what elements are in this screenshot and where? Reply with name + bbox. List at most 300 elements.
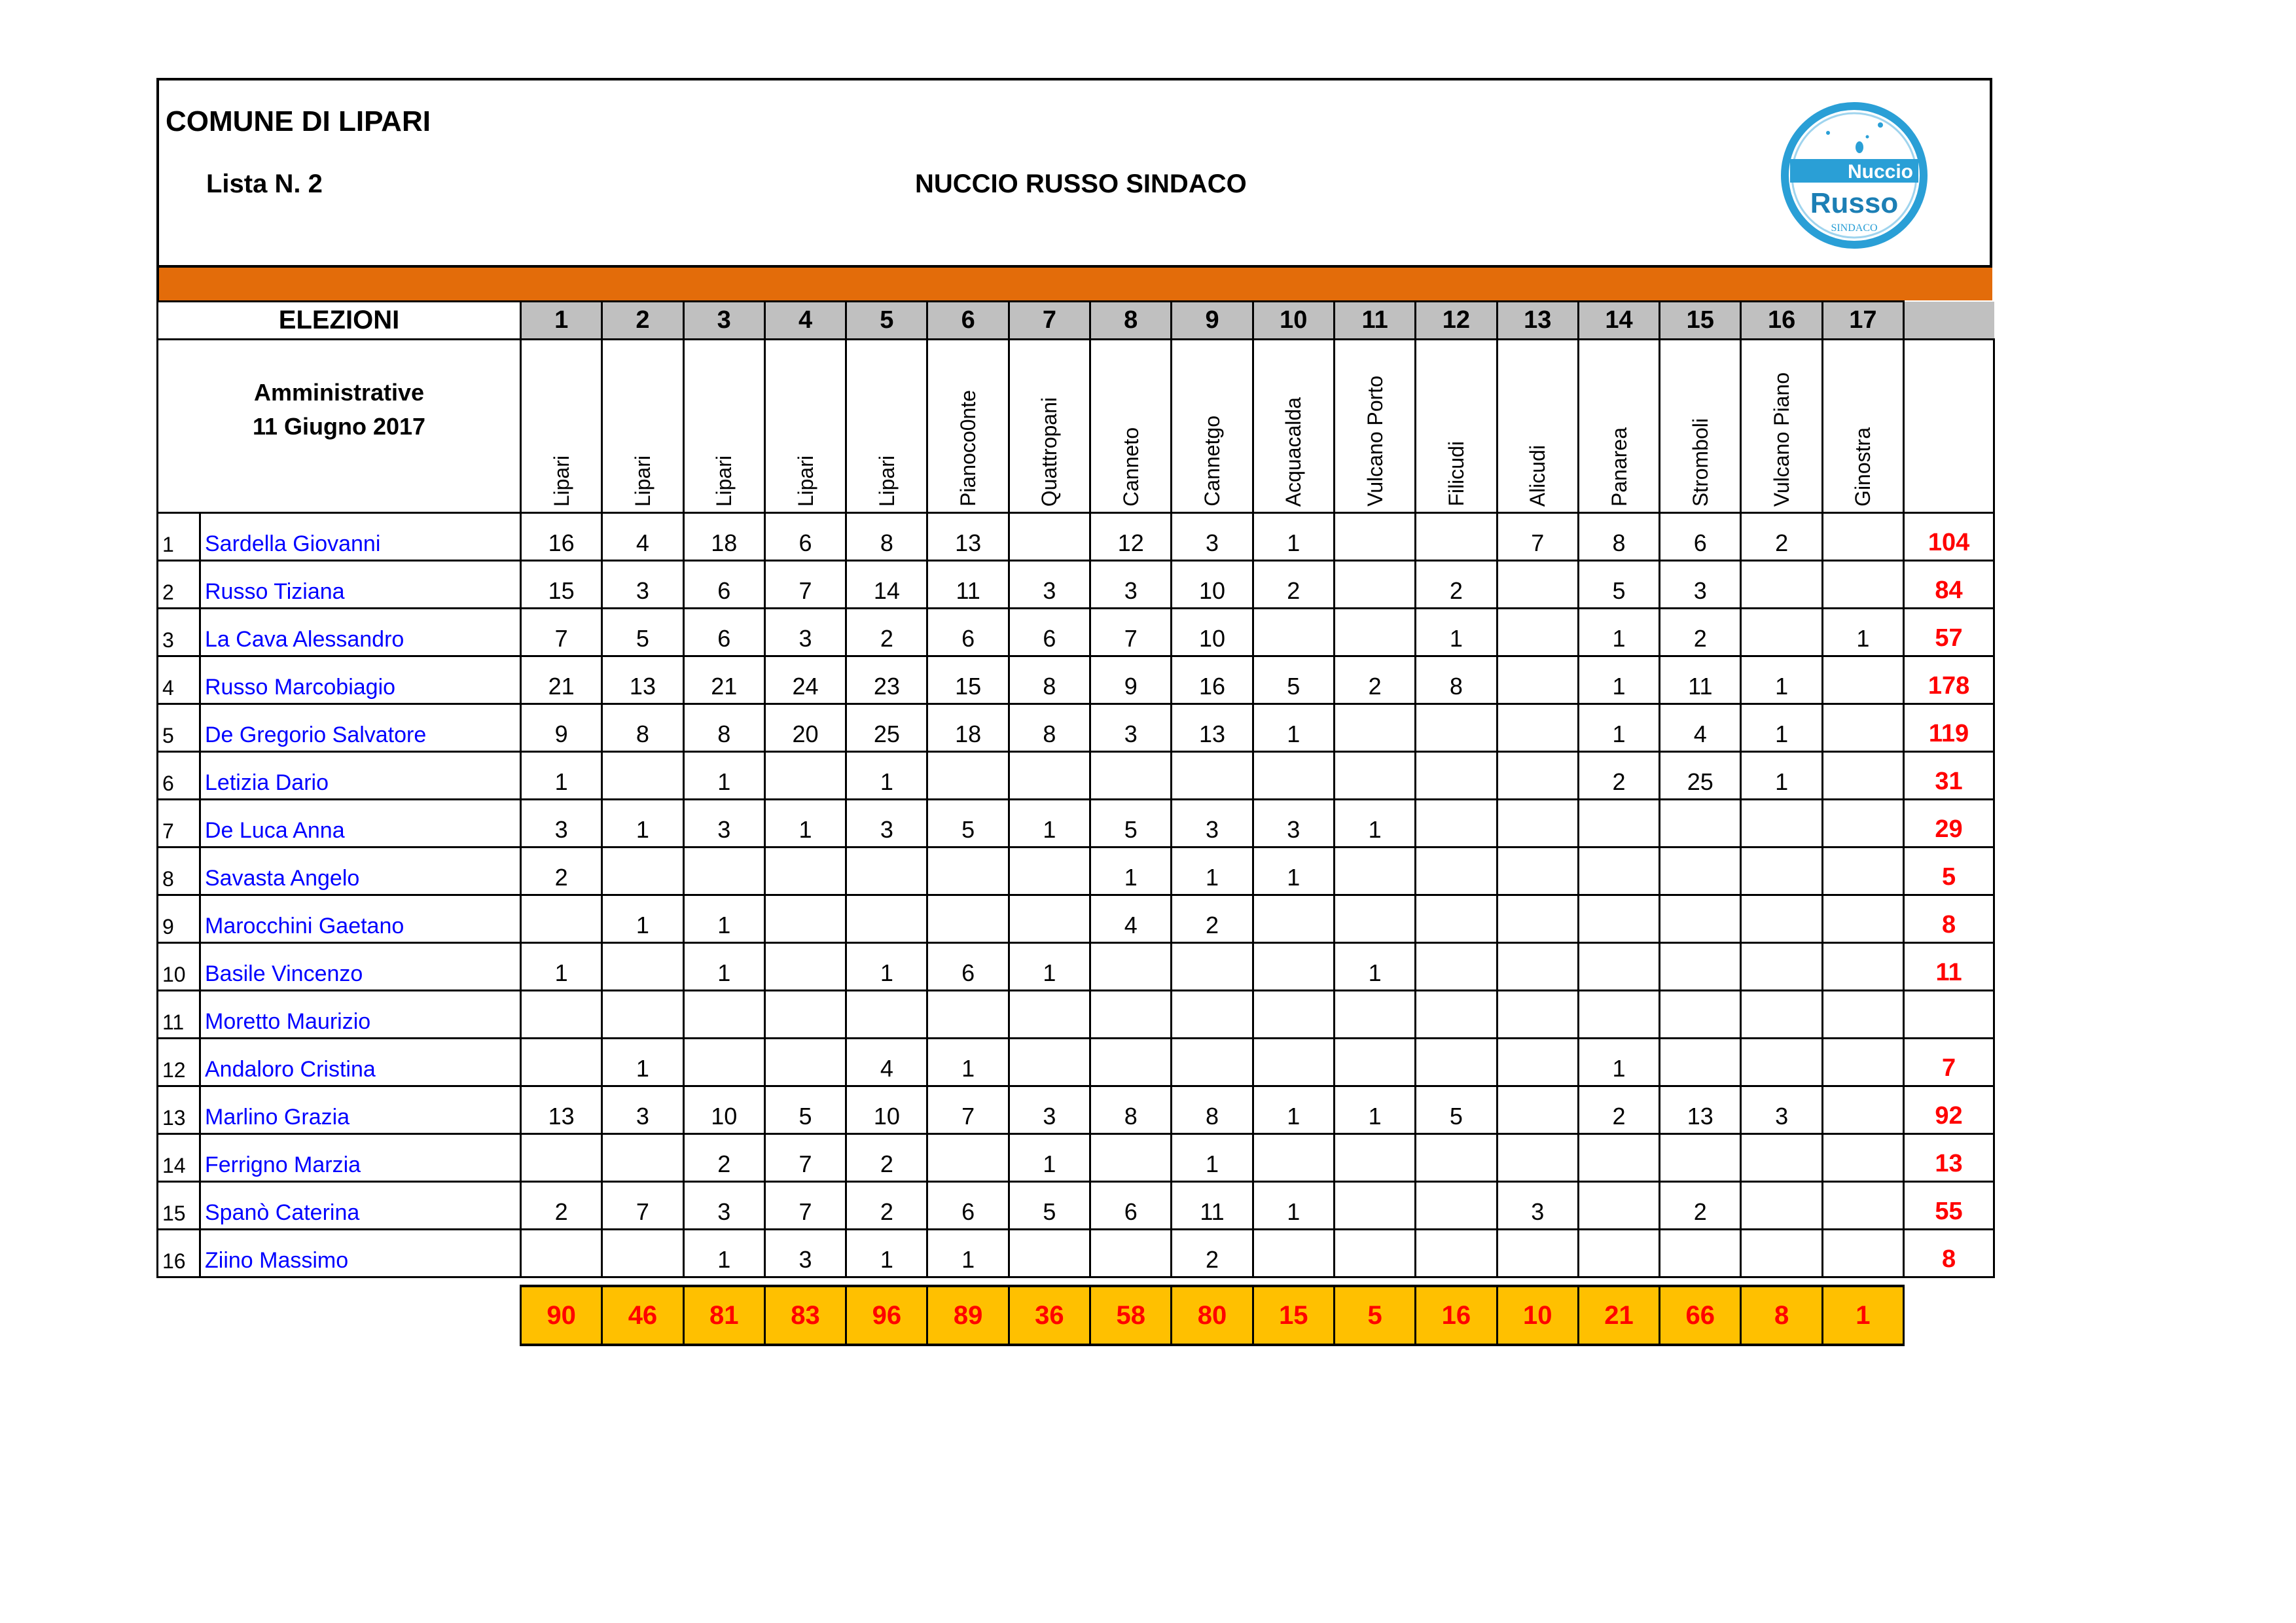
- vote-cell: [1741, 1134, 1822, 1182]
- candidate-name: Ferrigno Marzia: [200, 1134, 521, 1182]
- vote-cell: 3: [602, 561, 683, 609]
- table-row: [158, 943, 1994, 991]
- vote-cell: [602, 943, 683, 991]
- vote-cell: 8: [602, 704, 683, 752]
- section-place-box: [1660, 347, 1740, 512]
- vote-cell: [1578, 1182, 1659, 1230]
- candidate-name: De Luca Anna: [200, 800, 521, 847]
- svg-text:SINDACO: SINDACO: [1831, 223, 1878, 234]
- section-place: [1578, 340, 1659, 513]
- candidate-index: 11: [158, 991, 200, 1039]
- candidate-name: Andaloro Cristina: [200, 1039, 521, 1086]
- vote-cell: [1334, 1230, 1415, 1277]
- vote-cell: 10: [1172, 561, 1253, 609]
- section-place-box: [847, 347, 926, 512]
- section-total: 96: [846, 1286, 927, 1345]
- vote-cell: 13: [521, 1086, 602, 1134]
- vote-cell: 13: [1660, 1086, 1741, 1134]
- vote-cell: [1497, 561, 1578, 609]
- section-place-box: [1254, 347, 1333, 512]
- vote-cell: [521, 1230, 602, 1277]
- vote-cell: [1497, 656, 1578, 704]
- candidate-index: 8: [158, 847, 200, 895]
- vote-cell: [1009, 1230, 1090, 1277]
- section-total: 15: [1253, 1286, 1334, 1345]
- section-number: 3: [683, 302, 764, 340]
- candidate-name: Moretto Maurizio: [200, 991, 521, 1039]
- vote-cell: 1: [1578, 1039, 1659, 1086]
- vote-cell: [1660, 1230, 1741, 1277]
- section-place: [602, 340, 683, 513]
- candidate-index: 15: [158, 1182, 200, 1230]
- candidate-name: Letizia Dario: [200, 752, 521, 800]
- vote-cell: 3: [521, 800, 602, 847]
- vote-cell: 2: [846, 609, 927, 656]
- section-place-label: Acquacalda: [1282, 397, 1306, 507]
- vote-cell: [1822, 1182, 1903, 1230]
- vote-cell: [1253, 752, 1334, 800]
- list-number: Lista N. 2: [206, 169, 323, 198]
- candidate-name: Marlino Grazia: [200, 1086, 521, 1134]
- vote-cell: [1416, 800, 1497, 847]
- vote-cell: [1660, 991, 1741, 1039]
- section-number: 6: [927, 302, 1009, 340]
- vote-cell: 18: [683, 513, 764, 561]
- vote-cell: 15: [927, 656, 1009, 704]
- vote-cell: 3: [764, 1230, 846, 1277]
- vote-cell: 1: [846, 752, 927, 800]
- vote-cell: 1: [683, 895, 764, 943]
- vote-cell: [1334, 991, 1415, 1039]
- table-row: [158, 800, 1994, 847]
- vote-cell: [1090, 991, 1172, 1039]
- vote-cell: 1: [764, 800, 846, 847]
- section-place-label: Stromboli: [1688, 418, 1712, 507]
- vote-cell: [1172, 943, 1253, 991]
- vote-cell: 8: [846, 513, 927, 561]
- vote-cell: [1416, 943, 1497, 991]
- vote-cell: 2: [1172, 895, 1253, 943]
- table-row: [158, 847, 1994, 895]
- vote-cell: [927, 1134, 1009, 1182]
- vote-cell: [1497, 943, 1578, 991]
- section-total: 5: [1334, 1286, 1415, 1345]
- section-place: [1741, 340, 1822, 513]
- municipality-title: COMUNE DI LIPARI: [166, 105, 431, 137]
- vote-cell: [1334, 895, 1415, 943]
- vote-cell: 3: [846, 800, 927, 847]
- vote-cell: 4: [1090, 895, 1172, 943]
- vote-cell: 5: [1009, 1182, 1090, 1230]
- section-place-box: [1742, 347, 1821, 512]
- election-info: [158, 340, 521, 513]
- vote-cell: [1090, 752, 1172, 800]
- vote-cell: [1741, 800, 1822, 847]
- section-place-box: [1010, 347, 1089, 512]
- vote-cell: 2: [1334, 656, 1415, 704]
- candidate-index: 13: [158, 1086, 200, 1134]
- votes-table: [156, 300, 1995, 1278]
- vote-cell: [1497, 991, 1578, 1039]
- vote-cell: [846, 847, 927, 895]
- vote-cell: 1: [1741, 752, 1822, 800]
- section-total: 8: [1741, 1286, 1822, 1345]
- section-number: 14: [1578, 302, 1659, 340]
- vote-cell: 10: [1172, 609, 1253, 656]
- vote-cell: 6: [927, 609, 1009, 656]
- total-header-blank: [1904, 340, 1994, 513]
- section-number: 7: [1009, 302, 1090, 340]
- candidate-index: 3: [158, 609, 200, 656]
- vote-cell: 1: [927, 1230, 1009, 1277]
- table-row: [158, 1086, 1994, 1134]
- vote-cell: [1660, 847, 1741, 895]
- vote-cell: [1416, 752, 1497, 800]
- vote-cell: [1497, 1086, 1578, 1134]
- vote-cell: [521, 1039, 602, 1086]
- candidate-name: Basile Vincenzo: [200, 943, 521, 991]
- candidate-total: [1904, 991, 1994, 1039]
- section-place-label: Lipari: [630, 455, 655, 507]
- vote-cell: [846, 991, 927, 1039]
- vote-cell: 2: [1741, 513, 1822, 561]
- vote-cell: 1: [602, 800, 683, 847]
- section-number: 13: [1497, 302, 1578, 340]
- vote-cell: 7: [764, 1134, 846, 1182]
- section-place-box: [685, 347, 764, 512]
- vote-cell: 5: [764, 1086, 846, 1134]
- vote-cell: [602, 1134, 683, 1182]
- section-total: 81: [683, 1286, 764, 1345]
- vote-cell: 11: [927, 561, 1009, 609]
- vote-cell: 1: [1578, 656, 1659, 704]
- vote-cell: [1334, 1182, 1415, 1230]
- vote-cell: [1334, 1134, 1415, 1182]
- vote-cell: [1822, 513, 1903, 561]
- section-number: 15: [1660, 302, 1741, 340]
- election-date: 11 Giugno 2017: [252, 413, 426, 440]
- vote-cell: 1: [1090, 847, 1172, 895]
- vote-cell: 4: [602, 513, 683, 561]
- vote-cell: [927, 752, 1009, 800]
- vote-cell: 2: [1172, 1230, 1253, 1277]
- vote-cell: 25: [846, 704, 927, 752]
- vote-cell: [1822, 1039, 1903, 1086]
- candidate-total: 92: [1904, 1086, 1994, 1134]
- candidate-total: 104: [1904, 513, 1994, 561]
- vote-cell: 6: [683, 561, 764, 609]
- vote-cell: 23: [846, 656, 927, 704]
- vote-cell: 15: [521, 561, 602, 609]
- vote-cell: 1: [846, 1230, 927, 1277]
- candidate-total: 5: [1904, 847, 1994, 895]
- candidate-name: Ziino Massimo: [200, 1230, 521, 1277]
- section-number: 17: [1822, 302, 1903, 340]
- candidate-index: 6: [158, 752, 200, 800]
- vote-cell: 1: [1334, 943, 1415, 991]
- vote-cell: [1822, 1086, 1903, 1134]
- vote-cell: [1416, 1182, 1497, 1230]
- vote-cell: 3: [683, 1182, 764, 1230]
- section-number: 4: [764, 302, 846, 340]
- vote-cell: [1497, 1134, 1578, 1182]
- vote-cell: [1660, 800, 1741, 847]
- vote-cell: 21: [521, 656, 602, 704]
- section-total: 90: [521, 1286, 602, 1345]
- vote-cell: 6: [1090, 1182, 1172, 1230]
- vote-cell: 2: [1416, 561, 1497, 609]
- vote-cell: [1172, 1039, 1253, 1086]
- vote-cell: 3: [1741, 1086, 1822, 1134]
- vote-cell: [1009, 1039, 1090, 1086]
- vote-cell: 3: [683, 800, 764, 847]
- vote-cell: 7: [764, 561, 846, 609]
- vote-cell: [1497, 1230, 1578, 1277]
- vote-cell: [1009, 752, 1090, 800]
- vote-cell: [1334, 513, 1415, 561]
- vote-cell: 3: [1090, 561, 1172, 609]
- vote-cell: 8: [1090, 1086, 1172, 1134]
- vote-cell: 1: [1253, 513, 1334, 561]
- section-number: 5: [846, 302, 927, 340]
- vote-cell: [764, 991, 846, 1039]
- vote-cell: [1741, 943, 1822, 991]
- candidate-index: 9: [158, 895, 200, 943]
- vote-cell: 1: [602, 1039, 683, 1086]
- spacer: [158, 444, 520, 476]
- section-number: 1: [521, 302, 602, 340]
- candidate-index: 5: [158, 704, 200, 752]
- vote-cell: 6: [764, 513, 846, 561]
- section-place-box: [766, 347, 845, 512]
- vote-cell: 1: [1253, 704, 1334, 752]
- vote-cell: 3: [1090, 704, 1172, 752]
- table-row: [158, 656, 1994, 704]
- svg-text:Russo: Russo: [1810, 187, 1899, 219]
- vote-cell: [1822, 656, 1903, 704]
- section-place-label: Panarea: [1607, 427, 1631, 507]
- vote-cell: 2: [1578, 1086, 1659, 1134]
- vote-cell: 21: [683, 656, 764, 704]
- section-place: [1172, 340, 1253, 513]
- vote-cell: 5: [1416, 1086, 1497, 1134]
- vote-cell: 13: [602, 656, 683, 704]
- vote-cell: 5: [1578, 561, 1659, 609]
- vote-cell: 6: [683, 609, 764, 656]
- section-place-box: [1416, 347, 1496, 512]
- elezioni-label: ELEZIONI: [158, 302, 521, 340]
- vote-cell: 1: [1253, 1182, 1334, 1230]
- section-number: 2: [602, 302, 683, 340]
- vote-cell: 25: [1660, 752, 1741, 800]
- section-place-box: [1091, 347, 1170, 512]
- vote-cell: [1416, 1230, 1497, 1277]
- vote-cell: [602, 1230, 683, 1277]
- vote-cell: 4: [1660, 704, 1741, 752]
- section-number: 10: [1253, 302, 1334, 340]
- vote-cell: [1416, 704, 1497, 752]
- vote-cell: 1: [1009, 800, 1090, 847]
- section-place-label: Pianoco0nte: [956, 390, 980, 507]
- table-row: [158, 561, 1994, 609]
- vote-cell: [1334, 704, 1415, 752]
- vote-cell: [1253, 991, 1334, 1039]
- table-row: [158, 1182, 1994, 1230]
- section-place-label: Vulcano Piano: [1770, 372, 1794, 507]
- vote-cell: 3: [602, 1086, 683, 1134]
- section-total: 58: [1090, 1286, 1172, 1345]
- vote-cell: [1090, 943, 1172, 991]
- vote-cell: [1741, 895, 1822, 943]
- vote-cell: [1660, 943, 1741, 991]
- section-total: 80: [1172, 1286, 1253, 1345]
- vote-cell: 1: [1416, 609, 1497, 656]
- vote-cell: [1009, 991, 1090, 1039]
- candidate-total: 119: [1904, 704, 1994, 752]
- vote-cell: 8: [683, 704, 764, 752]
- vote-cell: [521, 991, 602, 1039]
- vote-cell: 3: [1253, 800, 1334, 847]
- vote-cell: 5: [1253, 656, 1334, 704]
- table-row: [158, 1039, 1994, 1086]
- vote-cell: 5: [1090, 800, 1172, 847]
- section-total: 46: [602, 1286, 683, 1345]
- candidate-total: 8: [1904, 1230, 1994, 1277]
- vote-cell: 1: [1009, 1134, 1090, 1182]
- vote-cell: 2: [683, 1134, 764, 1182]
- vote-cell: [521, 1134, 602, 1182]
- section-place-box: [1172, 347, 1251, 512]
- vote-cell: [1334, 847, 1415, 895]
- vote-cell: 1: [1822, 609, 1903, 656]
- section-place-label: Canneto: [1119, 427, 1143, 507]
- section-place-label: Lipari: [874, 455, 899, 507]
- vote-cell: [1416, 513, 1497, 561]
- vote-cell: [1253, 1134, 1334, 1182]
- vote-cell: 1: [1741, 704, 1822, 752]
- vote-cell: [1253, 1039, 1334, 1086]
- vote-cell: [1009, 513, 1090, 561]
- vote-cell: 3: [1172, 513, 1253, 561]
- vote-cell: 2: [1660, 609, 1741, 656]
- nuccio-russo-logo: [1776, 100, 1933, 251]
- vote-cell: [1416, 991, 1497, 1039]
- vote-cell: 7: [521, 609, 602, 656]
- candidate-index: 16: [158, 1230, 200, 1277]
- orange-band: [156, 265, 1992, 300]
- section-place-label: Alicudi: [1526, 444, 1550, 507]
- vote-cell: 6: [927, 943, 1009, 991]
- section-place: [1009, 340, 1090, 513]
- vote-cell: 24: [764, 656, 846, 704]
- section-total: 1: [1822, 1286, 1903, 1345]
- section-place-box: [1823, 347, 1903, 512]
- candidate-total: 8: [1904, 895, 1994, 943]
- vote-cell: 1: [683, 943, 764, 991]
- section-total: 21: [1578, 1286, 1659, 1345]
- vote-cell: [1416, 1039, 1497, 1086]
- vote-cell: [1741, 609, 1822, 656]
- vote-cell: [1822, 991, 1903, 1039]
- vote-cell: 6: [1660, 513, 1741, 561]
- vote-cell: [1822, 800, 1903, 847]
- vote-cell: [1741, 1230, 1822, 1277]
- vote-cell: [602, 752, 683, 800]
- vote-cell: 8: [1009, 656, 1090, 704]
- section-place-box: [1498, 347, 1577, 512]
- section-place: [927, 340, 1009, 513]
- vote-cell: 2: [846, 1134, 927, 1182]
- vote-cell: [764, 752, 846, 800]
- vote-cell: [764, 943, 846, 991]
- vote-cell: 9: [1090, 656, 1172, 704]
- total-header-blank: [1904, 302, 1994, 340]
- candidate-index: 2: [158, 561, 200, 609]
- vote-cell: [1090, 1230, 1172, 1277]
- vote-cell: [1822, 752, 1903, 800]
- vote-cell: 1: [1009, 943, 1090, 991]
- candidate-total: 11: [1904, 943, 1994, 991]
- vote-cell: 1: [1253, 1086, 1334, 1134]
- candidate-name: Russo Marcobiagio: [200, 656, 521, 704]
- candidate-name: Spanò Caterina: [200, 1182, 521, 1230]
- section-place-box: [1579, 347, 1659, 512]
- vote-cell: [764, 1039, 846, 1086]
- vote-cell: 8: [1578, 513, 1659, 561]
- vote-cell: [1334, 609, 1415, 656]
- vote-cell: [1578, 895, 1659, 943]
- vote-cell: 11: [1660, 656, 1741, 704]
- section-total: 66: [1660, 1286, 1741, 1345]
- vote-cell: [683, 1039, 764, 1086]
- section-place: [1497, 340, 1578, 513]
- vote-cell: [1741, 1039, 1822, 1086]
- election-type: Amministrative: [253, 379, 425, 406]
- section-place: [1090, 340, 1172, 513]
- vote-cell: 3: [1009, 1086, 1090, 1134]
- vote-cell: 3: [764, 609, 846, 656]
- vote-cell: [1497, 800, 1578, 847]
- section-place: [1660, 340, 1741, 513]
- section-place-label: Vulcano Porto: [1363, 376, 1387, 507]
- vote-cell: [1416, 895, 1497, 943]
- vote-cell: [1578, 800, 1659, 847]
- candidate-total: 178: [1904, 656, 1994, 704]
- candidate-total: 7: [1904, 1039, 1994, 1086]
- vote-cell: 1: [846, 943, 927, 991]
- vote-cell: 2: [1578, 752, 1659, 800]
- vote-cell: 2: [846, 1182, 927, 1230]
- section-place: [1416, 340, 1497, 513]
- vote-cell: 7: [602, 1182, 683, 1230]
- vote-cell: 3: [1172, 800, 1253, 847]
- vote-cell: 5: [602, 609, 683, 656]
- table-row: [158, 991, 1994, 1039]
- vote-cell: [1253, 943, 1334, 991]
- vote-cell: [1578, 991, 1659, 1039]
- vote-cell: 7: [1497, 513, 1578, 561]
- vote-cell: [1578, 943, 1659, 991]
- vote-cell: [1497, 847, 1578, 895]
- vote-cell: [764, 895, 846, 943]
- section-number: 16: [1741, 302, 1822, 340]
- vote-cell: [1009, 847, 1090, 895]
- vote-cell: [602, 991, 683, 1039]
- vote-cell: 1: [1334, 800, 1415, 847]
- section-number: 12: [1416, 302, 1497, 340]
- vote-cell: [1416, 1134, 1497, 1182]
- candidate-total: 84: [1904, 561, 1994, 609]
